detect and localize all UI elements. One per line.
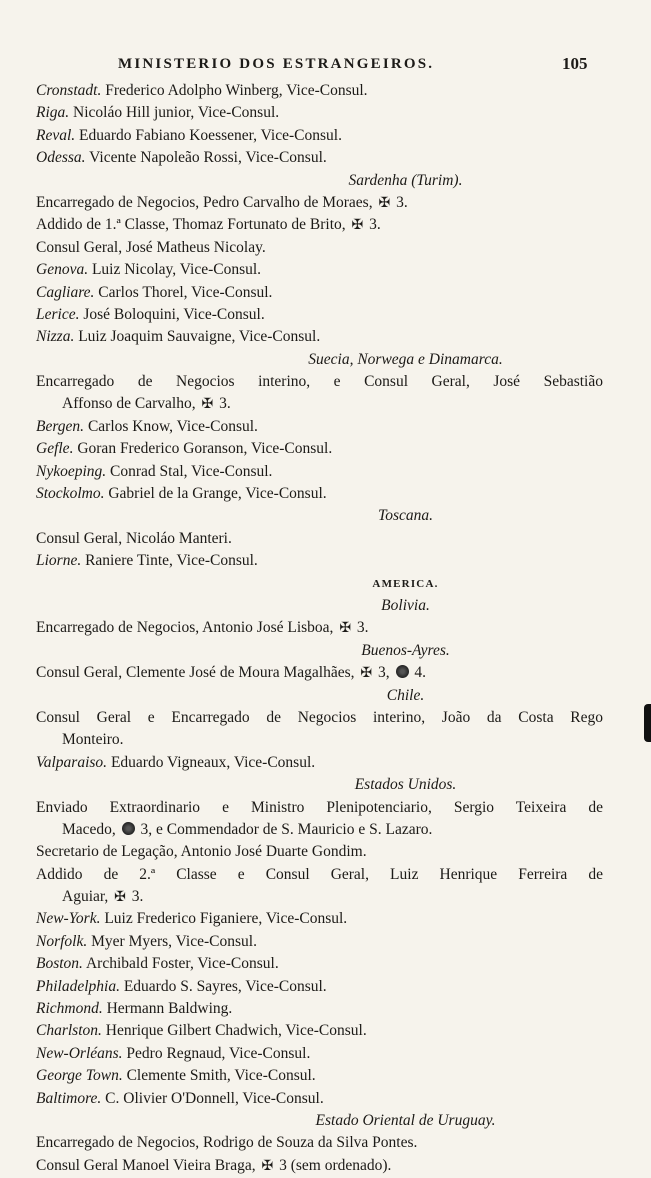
entry-text: Frederico Adolpho Winberg, Vice-Consul.	[105, 82, 368, 99]
entry-text: Henrique Gilbert Chadwich, Vice-Consul.	[105, 1022, 367, 1040]
entry-line	[0, 864, 651, 886]
region-text: AMERICA.	[372, 577, 439, 590]
heading-text: Chile.	[386, 686, 425, 704]
entry-line	[0, 259, 651, 281]
entry-text: Macedo,	[62, 820, 116, 838]
section-heading	[0, 595, 651, 617]
entry-text: Pedro Regnaud, Vice-Consul.	[126, 1044, 311, 1062]
heading-text: Estado Oriental de Uruguay.	[315, 1111, 496, 1129]
place-name: Riga.	[36, 104, 70, 122]
section-heading	[0, 1110, 651, 1132]
entry-text: Monteiro.	[62, 731, 124, 749]
heading-text: Suecia, Norwega e Dinamarca.	[308, 350, 503, 368]
place-name: Richmond.	[36, 1000, 103, 1018]
entry-line	[0, 1043, 651, 1065]
page-number: 105	[562, 54, 588, 73]
entry-text: Nicoláo Hill junior, Vice-Consul.	[73, 104, 280, 122]
order-cross-icon: ✠	[351, 218, 364, 234]
decoration-grade: 3.	[219, 395, 231, 413]
entry-text: Aguiar,	[62, 888, 109, 906]
entry-line	[0, 416, 651, 438]
section-heading	[0, 685, 651, 707]
entry-line	[0, 461, 651, 483]
entry-text: Eduardo Vigneaux, Vice-Consul.	[110, 753, 316, 771]
entry-line	[0, 1132, 651, 1154]
entry-line	[0, 214, 651, 236]
decoration-grade: 3 (sem ordenado).	[279, 1156, 392, 1174]
place-name: Cronstadt.	[36, 82, 102, 99]
entry-line	[0, 797, 651, 819]
order-medal-icon	[122, 822, 135, 835]
entry-text: Consul Geral Manoel Vieira Braga,	[36, 1156, 256, 1174]
entry-line	[0, 282, 651, 304]
entry-line	[0, 1155, 651, 1177]
page-edge-mark	[644, 704, 651, 742]
order-cross-icon: ✠	[378, 195, 391, 211]
entry-line	[0, 1020, 651, 1042]
entry-text: Myer Myers, Vice-Consul.	[91, 932, 257, 950]
entry-text: Raniere Tinte, Vice-Consul.	[85, 552, 258, 570]
entry-text: Carlos Know, Vice-Consul.	[87, 417, 258, 435]
order-cross-icon: ✠	[261, 1158, 274, 1174]
entry-line	[0, 908, 651, 930]
heading-text: Sardenha (Turim).	[348, 171, 463, 189]
entry-line	[0, 528, 651, 550]
entry-text: Gabriel de la Grange, Vice-Consul.	[108, 485, 327, 503]
entry-text: Encarregado de Negocios, Pedro Carvalho de Moraes,	[36, 193, 373, 211]
entry-text: Encarregado de Negocios, Antonio José Lisboa,	[36, 619, 334, 637]
order-medal-icon	[396, 665, 409, 678]
entry-text: Luiz Nicolay, Vice-Consul.	[91, 261, 262, 279]
section-heading	[0, 170, 651, 192]
medal-grade: 4.	[414, 664, 427, 682]
entry-text: Enviado Extraordinario e Ministro Plenipotenciario, Sergio Teixeira de	[36, 798, 603, 816]
section-heading	[0, 774, 651, 796]
place-name: Norfolk.	[36, 932, 88, 950]
running-title: MINISTERIO DOS ESTRANGEIROS.	[118, 56, 435, 72]
order-cross-icon: ✠	[201, 397, 214, 413]
entry-line	[0, 617, 651, 639]
place-name: Nykoeping.	[36, 462, 107, 480]
place-name: New-Orléans.	[36, 1044, 123, 1062]
entry-line	[0, 438, 651, 460]
place-name: Genova.	[36, 261, 89, 279]
entry-text: Eduardo Fabiano Koessener, Vice-Consul.	[79, 126, 342, 144]
entry-text: C. Olivier O'Donnell, Vice-Consul.	[105, 1089, 324, 1107]
order-cross-icon: ✠	[339, 621, 352, 637]
entry-line	[0, 237, 651, 259]
decoration-grade: 3,	[378, 664, 390, 682]
entry-line	[0, 393, 651, 415]
place-name: Lerice.	[36, 305, 80, 323]
place-name: Odessa.	[36, 149, 86, 167]
entry-text: Consul Geral, Clemente José de Moura Magalhães,	[36, 664, 355, 682]
entry-text: Affonso de Carvalho,	[62, 395, 196, 413]
place-name: Gefle.	[36, 440, 74, 458]
entry-line	[0, 483, 651, 505]
entry-line	[0, 931, 651, 953]
section-heading	[0, 349, 651, 371]
entry-line	[0, 841, 651, 863]
medal-grade: 3, e Commendador de S. Mauricio e S. Lazaro.	[140, 820, 433, 838]
entry-text: Consul Geral e Encarregado de Negocios interino, João da Costa Rego	[36, 708, 603, 726]
entry-text: Carlos Thorel, Vice-Consul.	[98, 283, 273, 301]
heading-text: Buenos-Ayres.	[361, 641, 450, 659]
entry-line	[0, 550, 651, 572]
entry-text: Secretario de Legação, Antonio José Duarte Gondim.	[36, 843, 367, 861]
decoration-grade: 3.	[396, 193, 408, 211]
heading-text: Bolivia.	[381, 596, 430, 614]
entry-line	[0, 752, 651, 774]
entry-line	[0, 1088, 651, 1110]
entry-text: Vicente Napoleão Rossi, Vice-Consul.	[89, 149, 327, 167]
heading-text: Toscana.	[378, 507, 433, 525]
entry-line	[0, 707, 651, 729]
entry-text: Luiz Joaquim Sauvaigne, Vice-Consul.	[78, 328, 321, 346]
entry-text: Eduardo S. Sayres, Vice-Consul.	[123, 977, 327, 995]
order-cross-icon: ✠	[360, 666, 373, 682]
entry-line	[0, 102, 651, 124]
entry-line	[0, 953, 651, 975]
entry-text: Addido de 1.ª Classe, Thomaz Fortunato de Brito,	[36, 216, 346, 234]
place-name: Nizza.	[36, 328, 75, 346]
place-name: Charlston.	[36, 1022, 102, 1040]
entry-text: Conrad Stal, Vice-Consul.	[110, 462, 273, 480]
decoration-grade: 3.	[131, 888, 144, 906]
entry-line	[0, 125, 651, 147]
entry-text: Hermann Baldwing.	[106, 1000, 233, 1018]
entry-line	[0, 819, 651, 841]
place-name: George Town.	[36, 1067, 123, 1085]
decoration-grade: 3.	[369, 216, 381, 234]
entry-text: Encarregado de Negocios interino, e Consul Geral, José Sebastião	[36, 373, 603, 391]
entry-text: José Boloquini, Vice-Consul.	[83, 305, 265, 323]
entry-text: Consul Geral, Nicoláo Manteri.	[36, 529, 232, 547]
place-name: Cagliare.	[36, 283, 95, 301]
entry-line	[0, 147, 651, 169]
entry-text: Archibald Foster, Vice-Consul.	[85, 955, 279, 973]
region-heading	[0, 573, 651, 595]
entry-line	[0, 304, 651, 326]
entry-line	[0, 998, 651, 1020]
place-name: Valparaiso.	[36, 753, 108, 771]
entry-text: Clemente Smith, Vice-Consul.	[126, 1067, 316, 1085]
entry-text: Addido de 2.ª Classe e Consul Geral, Luiz Henrique Ferreira de	[36, 865, 603, 883]
decoration-grade: 3.	[356, 619, 369, 637]
entry-line	[0, 729, 651, 751]
entry-text: Encarregado de Negocios, Rodrigo de Souza da Silva Pontes.	[36, 1134, 418, 1152]
entry-line	[0, 326, 651, 348]
place-name: Baltimore.	[36, 1089, 102, 1107]
entry-text: Luiz Frederico Figaniere, Vice-Consul.	[104, 910, 348, 928]
order-cross-icon: ✠	[114, 890, 126, 906]
place-name: Stockolmo.	[36, 485, 105, 503]
heading-text: Estados Unidos.	[354, 776, 457, 794]
entry-line	[0, 371, 651, 393]
entry-text: Goran Frederico Goranson, Vice-Consul.	[77, 440, 333, 458]
place-name: Philadelphia.	[36, 977, 120, 995]
entry-line	[0, 80, 651, 102]
section-heading	[0, 640, 651, 662]
section-heading	[0, 505, 651, 527]
entry-line	[0, 662, 651, 684]
page-header	[0, 54, 651, 80]
entry-line	[0, 1065, 651, 1087]
place-name: Boston.	[36, 955, 83, 973]
place-name: Liorne.	[36, 552, 82, 570]
place-name: Reval.	[36, 126, 76, 144]
page-body	[0, 80, 651, 1177]
entry-line	[0, 886, 651, 908]
entry-line	[0, 976, 651, 998]
place-name: New-York.	[36, 910, 101, 928]
entry-text: Consul Geral, José Matheus Nicolay.	[36, 238, 266, 256]
entry-line	[0, 192, 651, 214]
place-name: Bergen.	[36, 417, 85, 435]
